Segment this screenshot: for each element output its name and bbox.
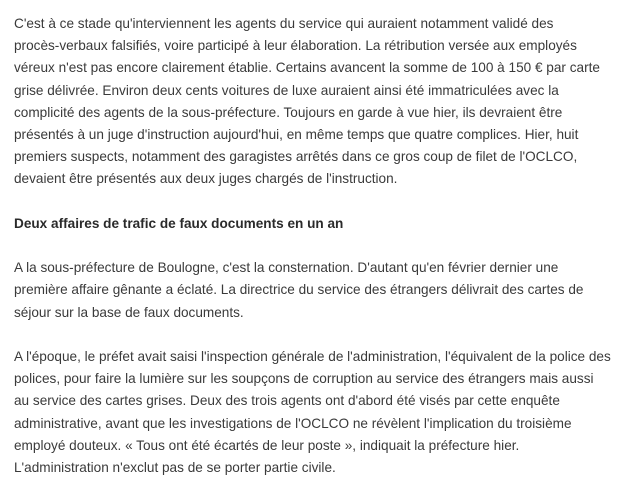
- paragraph-2: [14, 257, 643, 324]
- paragraph-1-line: C'est à ce stade qu'interviennent les agents du service qui auraient notamment validé des: [14, 16, 554, 31]
- paragraph-2-line: première affaire gênante a éclaté. La directrice du service des étrangers délivrait des cartes de: [14, 282, 584, 298]
- paragraph-3-line: polices, pour faire la lumière sur les soupçons de corruption au service des étrangers mais aussi: [14, 371, 594, 387]
- paragraph-3-line: au service des cartes grises. Deux des trois agents ont d'abord été visés par cette enquête: [14, 393, 560, 409]
- section-heading: Deux affaires de trafic de faux documents en un an: [14, 215, 344, 231]
- paragraph-3: [14, 346, 643, 479]
- paragraph-2-line: A la sous-préfecture de Boulogne, c'est la consternation. D'autant qu'en février dernier une: [14, 260, 559, 276]
- paragraph-1-line: véreux n'est pas encore clairement établie. Certains avancent la somme de 100 à 150 € par carte: [14, 60, 600, 76]
- paragraph-3-line: A l'époque, le préfet avait saisi l'inspection générale de l'administration, l'équivalent de la police des: [14, 349, 611, 364]
- paragraph-1-line: présentés à un juge d'instruction aujourd'hui, en même temps que quatre complices. Hier, huit: [14, 127, 579, 143]
- paragraph-2-line: séjour sur la base de faux documents.: [14, 304, 244, 320]
- paragraph-3-line: employé douteux. « Tous ont été écartés de leur poste », indiquait la préfecture hier.: [14, 437, 520, 453]
- paragraph-3-line: administrative, avant que les investigations de l'OCLCO ne révèlent l'implication du troisième: [14, 415, 572, 431]
- paragraph-1: [14, 13, 643, 191]
- paragraph-3-line: L'administration n'exclut pas de se porter partie civile.: [14, 460, 336, 476]
- article-body: [14, 13, 643, 501]
- paragraph-1-line: procès-verbaux falsifiés, voire participé à leur élaboration. La rétribution versée aux employés: [14, 38, 577, 54]
- paragraph-1-line: premiers suspects, notamment des garagistes arrêtés dans ce gros coup de filet de l'OCLCO,: [14, 149, 578, 165]
- paragraph-1-line: grise délivrée. Environ deux cents voitures de luxe auraient ainsi été immatriculées avec la: [14, 82, 559, 98]
- paragraph-1-line: complicité des agents de la sous-préfecture. Toujours en garde à vue hier, ils devraient être: [14, 104, 563, 120]
- paragraph-1-line: devaient être présentés aux deux juges chargés de l'instruction.: [14, 171, 398, 187]
